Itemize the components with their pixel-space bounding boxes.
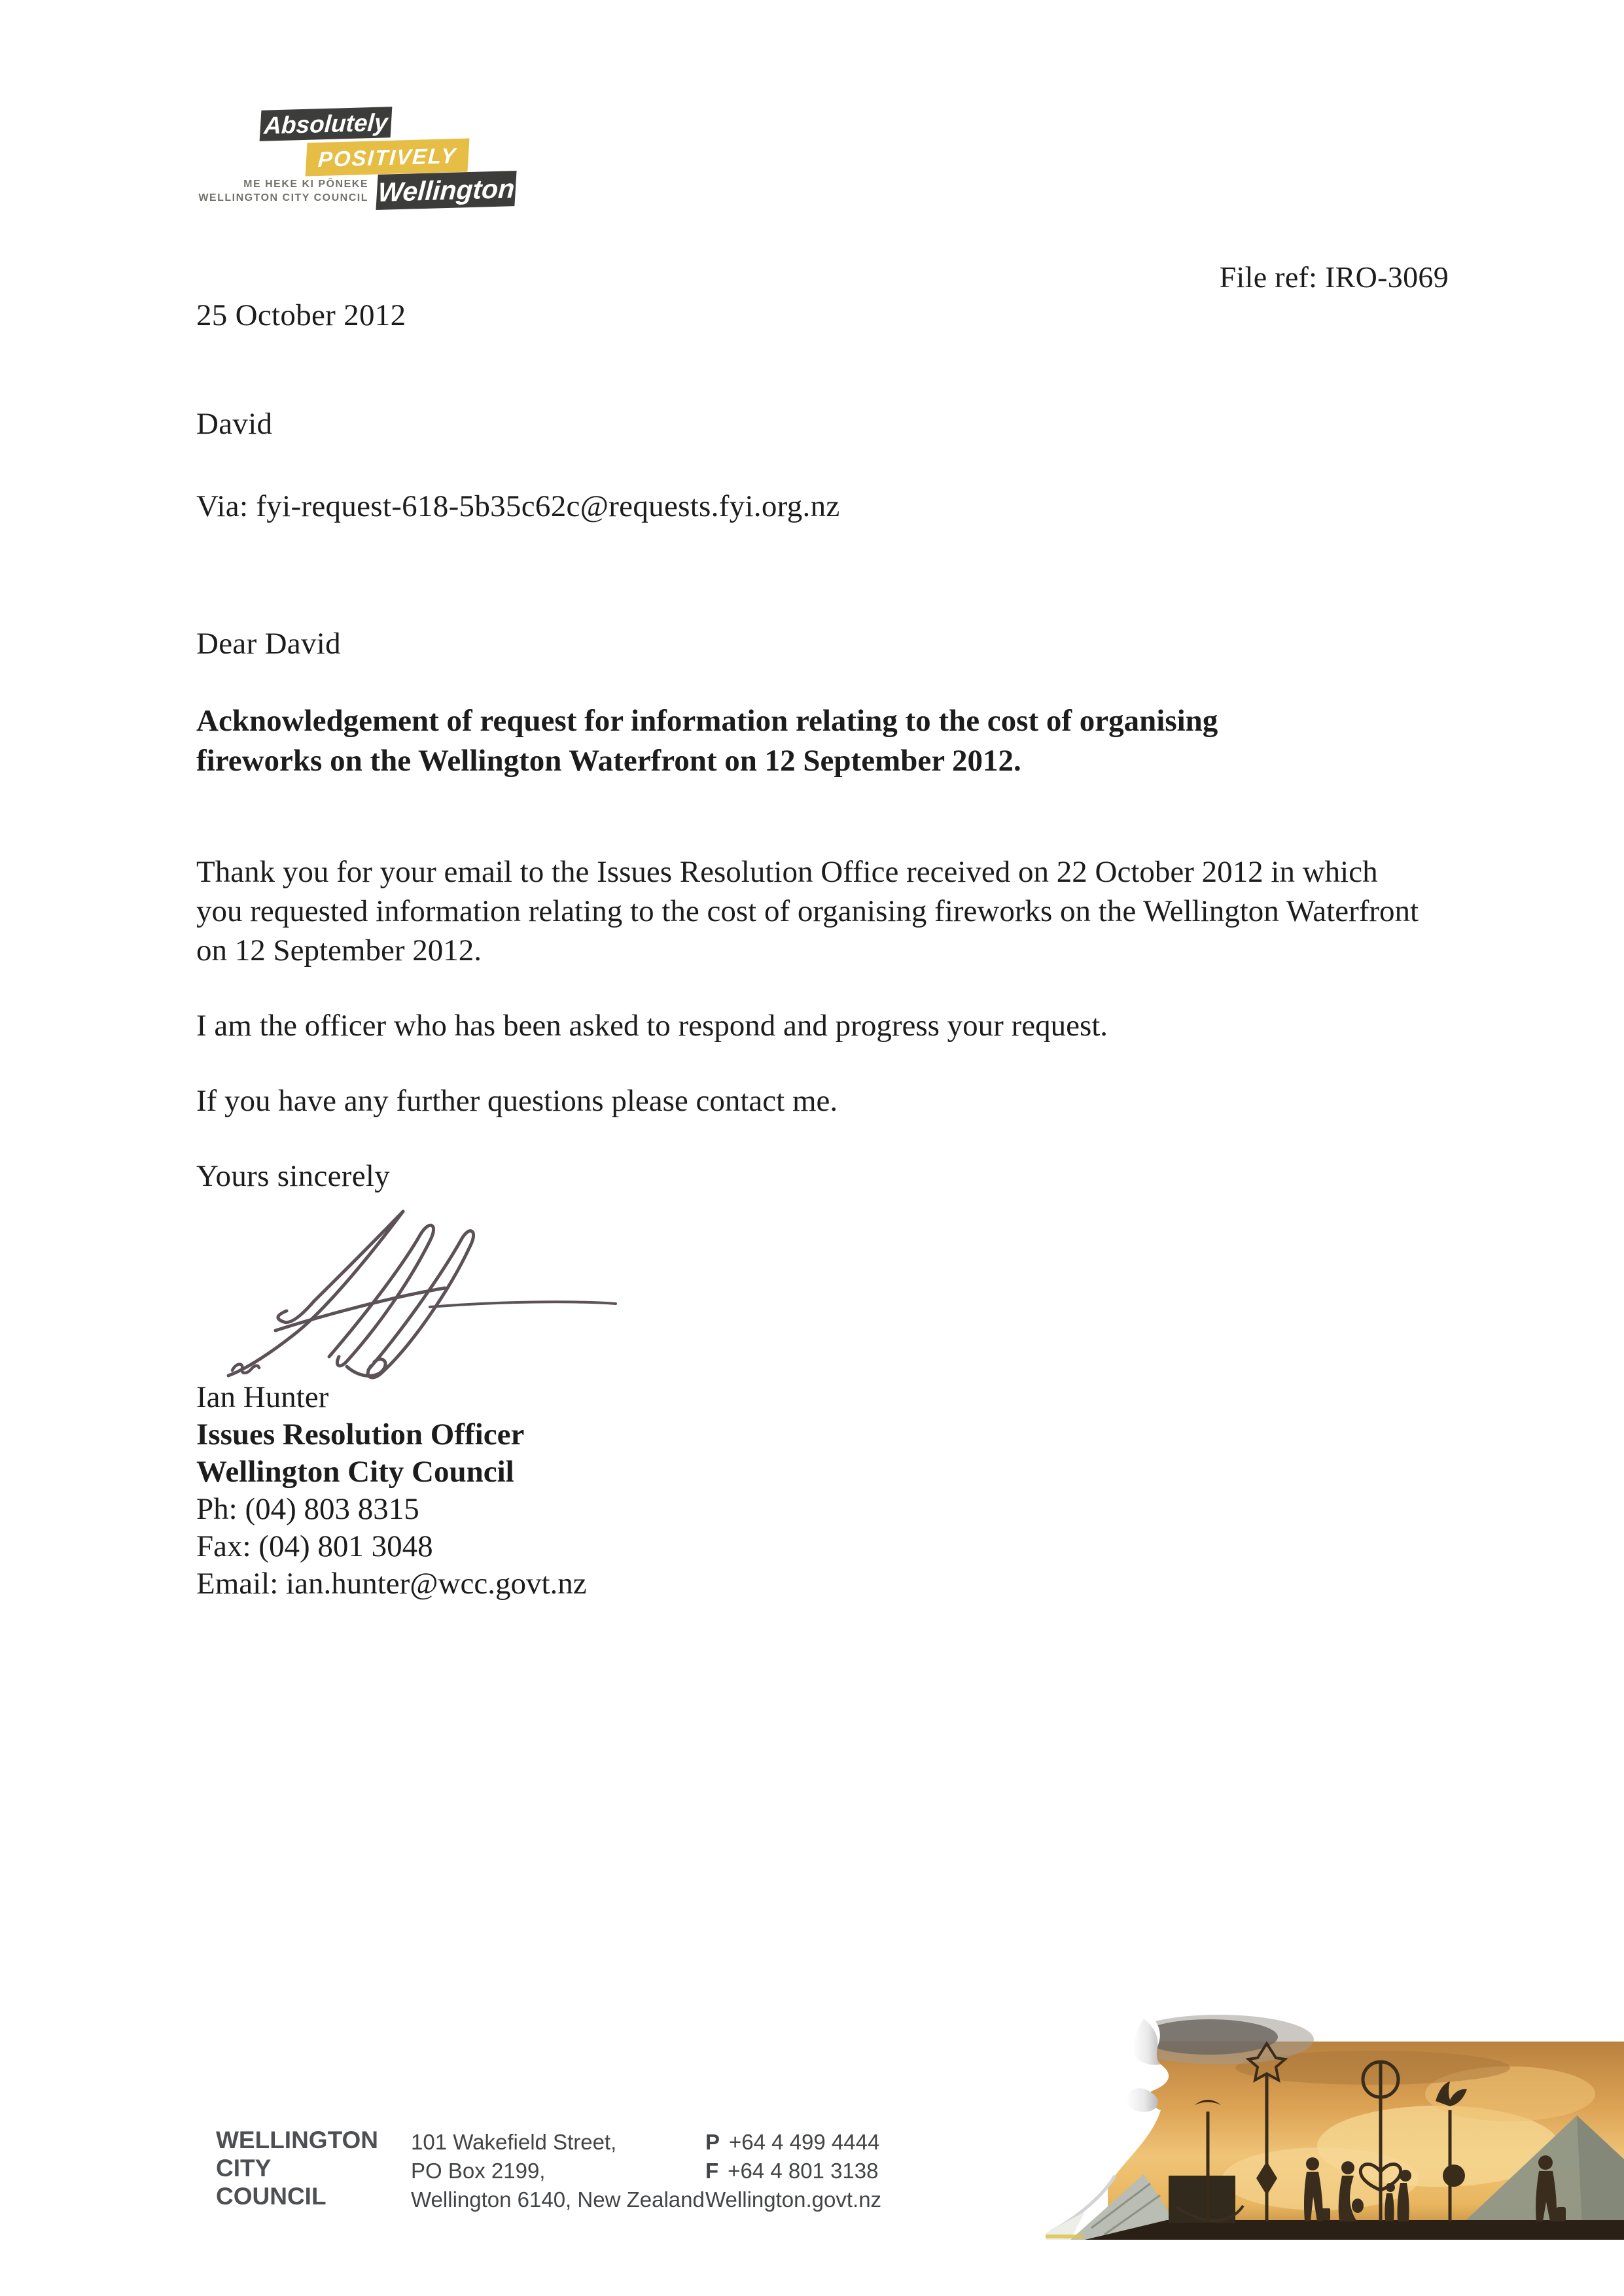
paragraph-3: If you have any further questions please contact me. [196, 1084, 838, 1118]
salutation: Dear David [196, 627, 341, 661]
signatory-fax: Fax: (04) 801 3048 [196, 1529, 433, 1563]
footer-council-name [216, 2126, 378, 2210]
fax-label: F [705, 2159, 719, 2183]
letter-date: 25 October 2012 [196, 298, 406, 332]
logo-wellington-text: Wellington [377, 173, 516, 207]
signatory-organisation: Wellington City Council [196, 1455, 514, 1489]
logo-absolutely-box [260, 107, 393, 141]
signatory-name: Ian Hunter [196, 1380, 329, 1414]
footer-org-line: COUNCIL [216, 2183, 327, 2210]
logo-absolutely-text: Absolutely [263, 108, 389, 139]
footer-address [411, 2128, 705, 2214]
footer-phone-line [705, 2128, 881, 2157]
logo-maori-line: ME HEKE KI PŌNEKE [243, 179, 368, 190]
file-ref: File ref: IRO-3069 [1219, 260, 1449, 294]
logo-council-line: WELLINGTON CITY COUNCIL [198, 192, 368, 203]
phone-value: +64 4 499 4444 [729, 2130, 880, 2154]
footer-org-line: WELLINGTON [216, 2127, 379, 2153]
logo-positively-text: POSITIVELY [317, 143, 458, 171]
footer-address-line: 101 Wakefield Street, [411, 2130, 617, 2154]
footer-fax-line [705, 2157, 881, 2185]
recipient-name: David [196, 407, 273, 441]
footer-address-line: Wellington 6140, New Zealand [411, 2187, 705, 2212]
subject-heading: Acknowledgement of request for information relating to the cost of organising fireworks on the Wellington Waterfront on 12 September 2012. [196, 704, 1218, 778]
footer-web-line [705, 2185, 881, 2214]
closing-line: Yours sincerely [196, 1159, 391, 1193]
signature-block [196, 1379, 587, 1603]
logo-wellington-box [376, 171, 516, 210]
signatory-phone: Ph: (04) 803 8315 [196, 1492, 419, 1526]
signatory-title: Issues Resolution Officer [196, 1418, 525, 1452]
photo-ground [1085, 2220, 1624, 2240]
fax-value: +64 4 801 3138 [728, 2159, 879, 2183]
footer-address-line: PO Box 2199, [411, 2159, 546, 2183]
website-value: Wellington.govt.nz [705, 2187, 882, 2212]
signatory-email: Email: ian.hunter@wcc.govt.nz [196, 1567, 587, 1601]
waterfront-photo [1046, 2012, 1624, 2240]
logo-positively-box [306, 138, 470, 176]
photo-kiosk [1169, 2176, 1235, 2223]
handwritten-signature [213, 1205, 631, 1382]
photo-smoke [1140, 2019, 1278, 2055]
paragraph-2: I am the officer who has been asked to respond and progress your request. [196, 1009, 1108, 1043]
footer-contact [705, 2128, 881, 2214]
paragraph-1: Thank you for your email to the Issues Resolution Office received on 22 October 2012 in which you requested information relating to the cost of organising fireworks on the Wellington Waterfront on 12 September 2012. [196, 855, 1419, 967]
logo-maori-tagline [186, 177, 368, 205]
footer-org-line: CITY [216, 2155, 272, 2182]
recipient-via-email: Via: fyi-request-618-5b35c62c@requests.fyi.org.nz [196, 489, 840, 523]
phone-label: P [705, 2130, 720, 2154]
